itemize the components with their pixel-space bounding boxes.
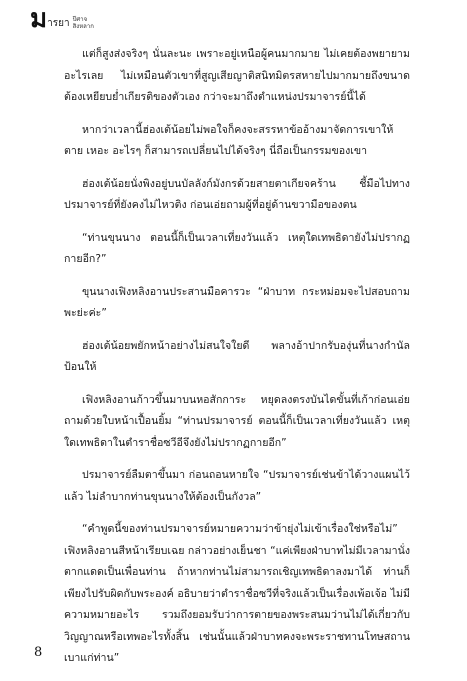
logo-subtitle-top: ปีศาจ (72, 16, 88, 23)
logo-word: ารยา (47, 18, 70, 29)
logo-subtitle-bottom: สิงหลาก (72, 23, 94, 30)
paragraph: แต่ก็สูงส่งจริงๆ นั่นละนะ เพราะอยู่เหนือผู้คนมากมาย ไม่เคยต้องพยายามอะไรเลย ไม่เหมือนตัวเขาที่สูญเสียญาติสนิทมิตรสหายไปมากมายถึงขนาดต้องเหยียบย่ำเกียรติของตัวเอง กว่าจะมาถึงตำแหน่งปรมาจารย์นี้ได้ (64, 48, 410, 103)
paragraph: ขุนนางเฟิงหลิงอานประสานมือคารวะ “ฝ่าบาท กระหม่อมจะไปสอบถามพะย่ะค่ะ” (64, 285, 410, 319)
paragraph: หากว่าเวลานี้ฮ่องเต้น้อยไม่พอใจก็คงจะสรรหาข้ออ้างมาจัดการเขาให้ตาย เหอะ อะไรๆ ก็สามารถเปลี่ยนไปได้จริงๆ นี่ถือเป็นกรรมของเขา (64, 123, 394, 157)
paragraph: เฟิงหลิงอานก้าวขึ้นมาบนหอสักการะ หยุดลงตรงบันไดขั้นที่เก้าก่อนเอ่ยถามด้วยใบหน้าเปื้อนยิ้ม “ท่านปรมาจารย์ ตอนนี้ก็เป็นเวลาเที่ยงวันแล้ว เหตุใดเทพธิดาในตำราชื่อซวีอีจึงยังไม่ปรากฏกายอีก” (64, 393, 410, 449)
paragraph: ฮ่องเต้น้อยนั่งพิงอยู่บนบัลลังก์มังกรด้วยสายตาเกียจคร้าน ชี้มือไปทางปรมาจารย์ที่ยังคงไม่ไหวติง ก่อนเอ่ยถามผู้ที่อยู่ด้านขวามือของตน (64, 177, 410, 211)
page-number: 8 (34, 645, 43, 660)
paragraph: ฮ่องเต้น้อยพยักหน้าอย่างไม่สนใจใยดี พลางอ้าปากรับองุ่นที่นางกำนัลป้อนให้ (64, 339, 410, 373)
logo-mark: ม (30, 4, 47, 34)
paragraph: ปรมาจารย์ลืมตาขึ้นมา ก่อนถอนหายใจ “ปรมาจารย์เช่นข้าได้วางแผนไว้แล้ว ไม่ลำบากท่านขุนนางให้ต้องเป็นกังวล” (64, 469, 410, 503)
logo-subtitle (73, 16, 94, 30)
publisher-logo (30, 2, 94, 32)
paragraph: “ท่านขุนนาง ตอนนี้ก็เป็นเวลาเที่ยงวันแล้ว เหตุใดเทพธิดายังไม่ปรากฏกายอีก?” (64, 231, 410, 265)
paragraph: “คำพูดนี้ของท่านปรมาจารย์หมายความว่าข้ายุ่งไม่เข้าเรื่องใช่หรือไม่” เฟิงหลิงอานสีหน้าเรียบเฉย กล่าวอย่างเย็นชา “แค่เพียงฝ่าบาทไม่มีเวลามานั่งตากแดดเป็นเพื่อนท่าน ถ้าหากท่านไม่สามารถเชิญเทพธิดาลงมาได้ ท่านก็เพียงไปรับผิดกับพระองค์ อธิบายว่าตำราชื่อซวีที่จริงแล้วเป็นเรื่องเพ้อเจ้อ ไม่มีความหมายอะไร รวมถึงยอมรับว่าการตายของพระสนมว่านไม่ได้เกี่ยวกับวิญญาณหรือเทพอะไรทั้งสิ้น เช่นนั้นแล้วฝ่าบาทคงจะพระราชทานโทษสถานเบาแก่ท่าน” (64, 523, 410, 664)
page-body (64, 44, 410, 681)
